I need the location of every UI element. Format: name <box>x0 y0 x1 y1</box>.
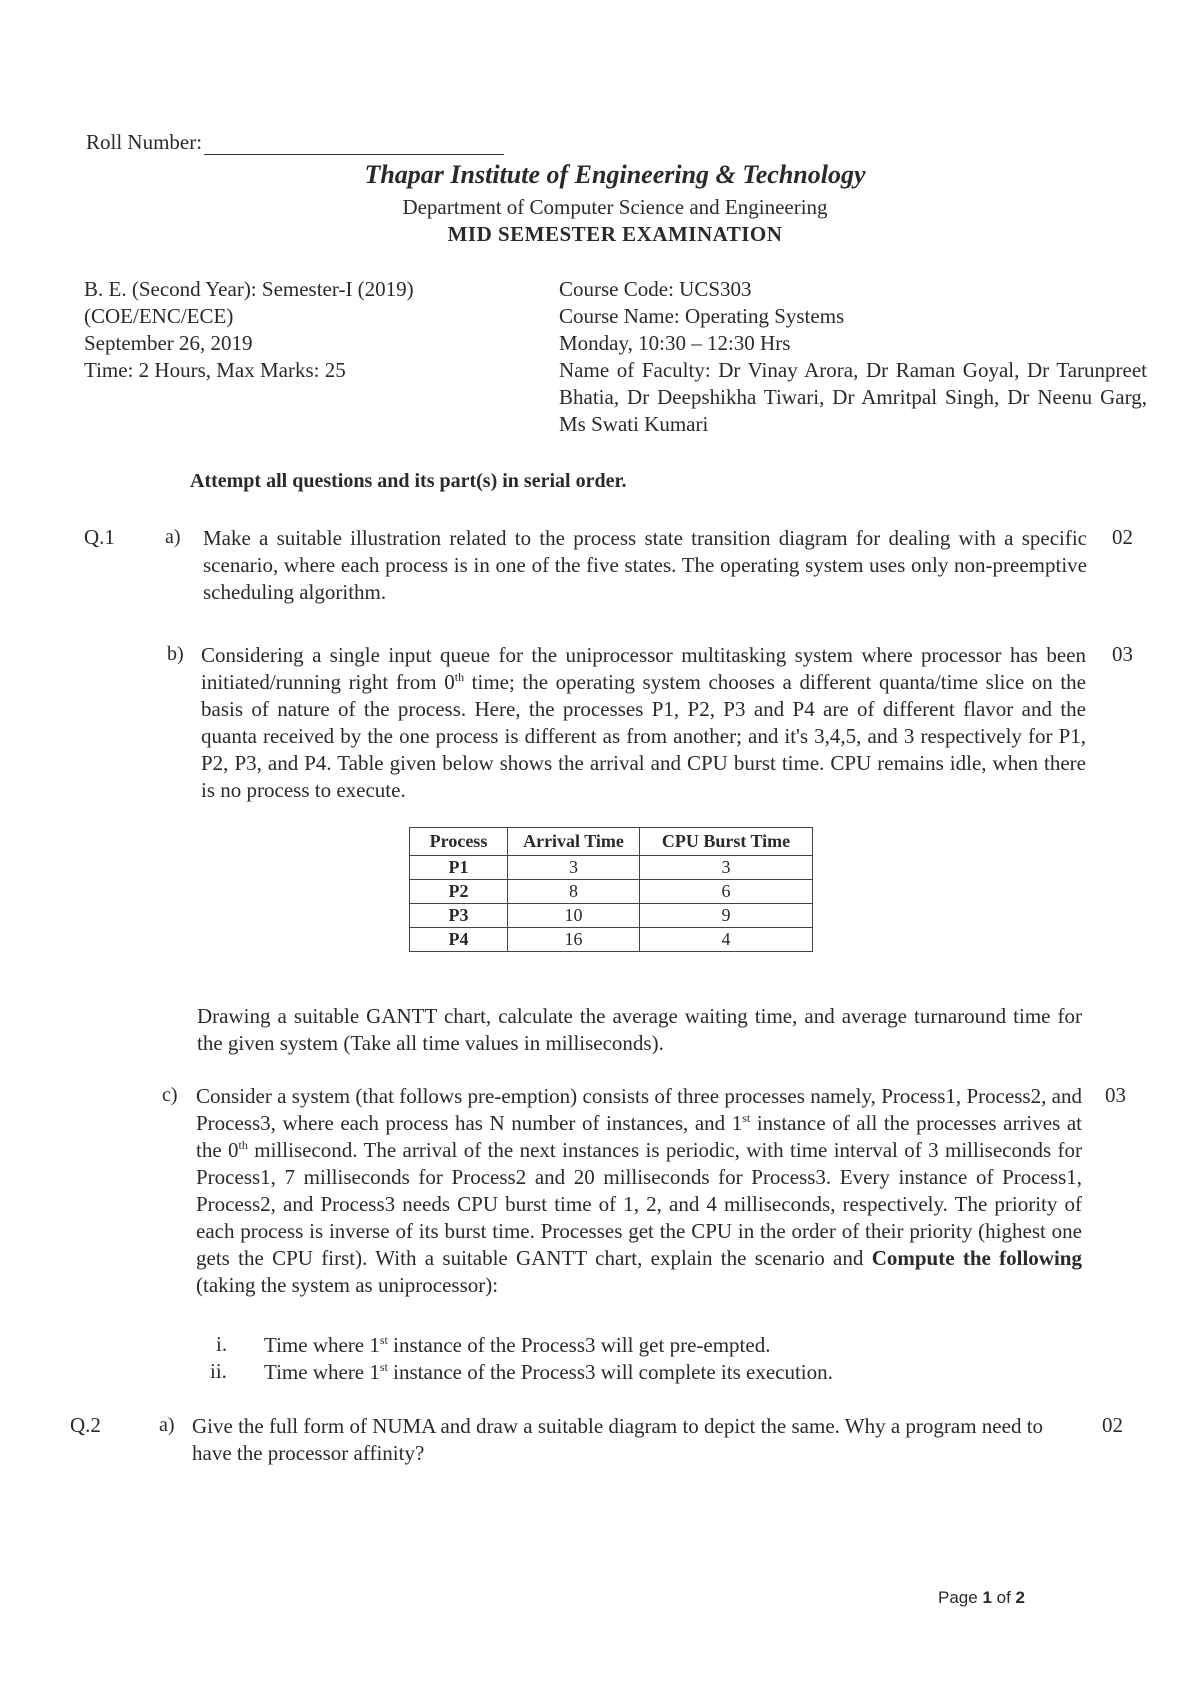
table-header-row <box>410 828 813 856</box>
q1b-label: b) <box>167 643 184 665</box>
table-cell: 8 <box>508 880 640 904</box>
q1a-text: Make a suitable illustration related to the process state transition diagram for dealing with a specific scenario, where each process is in one of the five states. The operating system uses only non-preemptive scheduling algorithm. <box>203 526 1087 604</box>
exam-details-right <box>559 276 1147 438</box>
page-middle: of <box>991 1588 1016 1607</box>
q2-label: Q.2 <box>70 1413 101 1437</box>
q1c-item-sup: st <box>379 1333 388 1347</box>
roll-number-label: Roll Number: <box>86 130 203 154</box>
institute-name: Thapar Institute of Engineering & Technology <box>364 160 866 189</box>
q1c-item-num: ii. <box>210 1359 227 1383</box>
table-cell: 4 <box>640 928 813 952</box>
q1c-sup-2: th <box>238 1138 248 1152</box>
table-row <box>410 928 813 952</box>
q1c-sup-1: st <box>742 1111 751 1125</box>
table-cell: P3 <box>410 904 508 928</box>
q1-label: Q.1 <box>84 525 115 549</box>
table-header: Arrival Time <box>508 828 640 856</box>
q2a-marks: 02 <box>1102 1413 1123 1437</box>
page-prefix: Page <box>938 1588 983 1607</box>
table-header: CPU Burst Time <box>640 828 813 856</box>
q1c-text-4: (taking the system as uniprocessor): <box>196 1273 499 1297</box>
q1c-item-sup: st <box>379 1360 388 1374</box>
q1a-marks: 02 <box>1112 525 1133 549</box>
roll-number <box>86 130 504 155</box>
branches-line: (COE/ENC/ECE) <box>84 304 234 328</box>
exam-schedule: Monday, 10:30 – 12:30 Hrs <box>559 331 791 355</box>
q1c-item-pre: Time where 1 <box>264 1333 380 1357</box>
q1b-text-after: time; the operating system chooses a different quanta/time slice on the basis of nature of the process. Here, the processes P1, P2, P3 and P4 are of different flavor and the quanta received by the one process is different as from another; and it's 3,4,5, and 3 respectively for P1, P2, P3, and P4. Table given below shows the arrival and CPU burst time. CPU remains idle, when there is no process to execute. <box>201 670 1086 802</box>
table-cell: 9 <box>640 904 813 928</box>
table-header: Process <box>410 828 508 856</box>
table-row <box>410 856 813 880</box>
table-cell: P2 <box>410 880 508 904</box>
q1c-item-post: instance of the Process3 will complete its execution. <box>387 1360 833 1384</box>
q1b-sup: th <box>454 670 465 684</box>
q1b-marks: 03 <box>1112 642 1133 666</box>
page-total: 2 <box>1015 1588 1025 1607</box>
course-code: Course Code: UCS303 <box>559 277 752 301</box>
q2a-text: Give the full form of NUMA and draw a suitable diagram to depict the same. Why a program need to have the processor affinity? <box>192 1414 1044 1465</box>
roll-number-blank <box>204 134 504 155</box>
q1c-text-3: millisecond. The arrival of the next instances is periodic, with time interval of 3 milliseconds for Process1, 7 milliseconds for Process2 and 20 milliseconds for Process3. Every instance of Process1, Process2, and Process3 needs CPU burst time of 1, 2, and 4 milliseconds, respectively. The priority of each process is inverse of its burst time. Processes get the CPU in the order of their priority (highest one gets the CPU first). With a suitable GANTT chart, explain the scenario and <box>196 1138 1083 1270</box>
exam-details-left <box>84 276 414 384</box>
table-cell: 16 <box>508 928 640 952</box>
q1b-text <box>201 642 1086 804</box>
q1b-after-table: Drawing a suitable GANTT chart, calculate the average waiting time, and average turnaround time for the given system (Take all time values in milliseconds). <box>197 1004 1082 1055</box>
course-name: Course Name: Operating Systems <box>559 304 845 328</box>
table-cell: 6 <box>640 880 813 904</box>
q1c-item-post: instance of the Process3 will get pre-empted. <box>387 1333 771 1357</box>
program-line: B. E. (Second Year): Semester-I (2019) <box>84 277 414 301</box>
table-cell: 10 <box>508 904 640 928</box>
q1c-text-1: Consider a system (that follows pre-emption) consists of three processes namely, Process1, Process2, and Process3, where each process has N number of instances, and 1 <box>196 1084 1082 1135</box>
q1c-item-text <box>264 1359 833 1386</box>
date-line: September 26, 2019 <box>84 331 253 355</box>
q1c-text <box>196 1083 1082 1299</box>
q1c-item-text <box>264 1332 770 1359</box>
q1c-item-num: i. <box>216 1332 228 1356</box>
table-cell: 3 <box>508 856 640 880</box>
q1c-marks: 03 <box>1105 1083 1126 1107</box>
instruction: Attempt all questions and its part(s) in serial order. <box>190 470 627 492</box>
table-cell: P1 <box>410 856 508 880</box>
q2a-label: a) <box>159 1414 175 1436</box>
page-number <box>938 1588 1025 1608</box>
q1c-bold: Compute the following <box>871 1246 1082 1270</box>
department-name: Department of Computer Science and Engineering <box>402 195 828 219</box>
page-current: 1 <box>982 1588 992 1607</box>
table-cell: 3 <box>640 856 813 880</box>
faculty-names: Name of Faculty: Dr Vinay Arora, Dr Raman Goyal, Dr Tarunpreet Bhatia, Dr Deepshikha Tiwari, Dr Amritpal Singh, Dr Neenu Garg, Ms Swati Kumari <box>559 358 1147 436</box>
q1c-item-pre: Time where 1 <box>264 1360 380 1384</box>
q1c-text-2: instance of all the processes arrives at the 0 <box>196 1111 1082 1162</box>
time-marks-line: Time: 2 Hours, Max Marks: 25 <box>84 358 346 382</box>
process-table <box>409 827 813 952</box>
exam-title: MID SEMESTER EXAMINATION <box>447 222 783 246</box>
table-row <box>410 904 813 928</box>
table-cell: P4 <box>410 928 508 952</box>
q1c-label: c) <box>162 1084 178 1106</box>
q1a-label: a) <box>165 526 181 548</box>
q1b-text-before: Considering a single input queue for the uniprocessor multitasking system where processor has been initiated/running right from 0 <box>201 643 1086 694</box>
table-row <box>410 880 813 904</box>
